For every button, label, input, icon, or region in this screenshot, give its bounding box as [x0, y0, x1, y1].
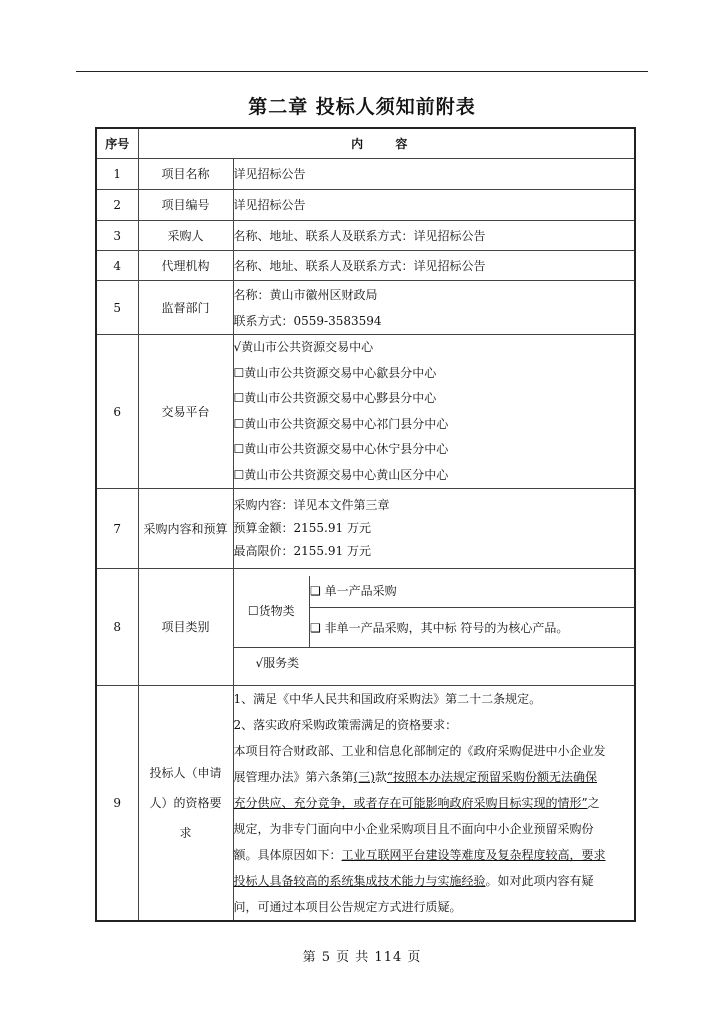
table-row	[96, 190, 635, 221]
row-no: 1	[96, 159, 138, 190]
table-row-category	[96, 569, 635, 686]
page-title: 第二章 投标人须知前附表	[248, 96, 476, 118]
row-content: 名称：黄山市徽州区财政局 联系方式：0559-3583594	[233, 281, 635, 335]
category-subtable	[234, 576, 635, 679]
row-name: 代理机构	[138, 251, 233, 281]
row-content: 详见招标公告	[233, 190, 635, 221]
platform-option: ☐黄山市公共资源交易中心休宁县分中心	[233, 442, 449, 456]
platform-options	[233, 335, 635, 489]
top-rule	[76, 71, 648, 72]
service-type: √服务类	[234, 648, 635, 679]
table-row	[96, 159, 635, 190]
single-product-option: ❑ 单一产品采购	[310, 576, 635, 608]
goods-type: ☐货物类	[234, 576, 310, 648]
table-row	[96, 221, 635, 251]
row-name: 交易平台	[138, 335, 233, 489]
row-name: 投标人（申请 人）的资格要 求	[138, 686, 233, 922]
table-row-platform	[96, 335, 635, 489]
table-row-budget	[96, 489, 635, 569]
row-no: 7	[96, 489, 138, 569]
table-row-qualification	[96, 686, 635, 922]
page-footer: 第 5 页 共 114 页	[302, 950, 422, 965]
row-content: 名称、地址、联系人及联系方式：详见招标公告	[233, 221, 635, 251]
row-name: 采购内容和预算	[138, 489, 233, 569]
table-header-row	[96, 128, 635, 159]
platform-option: ☐黄山市公共资源交易中心黄山区分中心	[233, 467, 449, 482]
row-name: 监督部门	[138, 281, 233, 335]
row-name: 项目编号	[138, 190, 233, 221]
platform-option: ☐黄山市公共资源交易中心祁门县分中心	[233, 416, 449, 431]
row-content: 详见招标公告	[233, 159, 635, 190]
row-no: 6	[96, 335, 138, 489]
row-content: 采购内容：详见本文件第三章 预算金额：2155.91 万元 最高限价：2155.91 万元	[233, 489, 635, 569]
table-row-supervision	[96, 281, 635, 335]
row-no: 2	[96, 190, 138, 221]
platform-option: ☐黄山市公共资源交易中心歙县分中心	[233, 365, 437, 380]
row-name: 项目类别	[138, 569, 233, 686]
platform-option: ☐黄山市公共资源交易中心黟县分中心	[233, 391, 437, 405]
category-cell	[233, 569, 635, 686]
multi-product-option: ❑ 非单一产品采购，其中标 符号的为核心产品。	[310, 608, 635, 648]
row-content: 名称、地址、联系人及联系方式：详见招标公告	[233, 251, 635, 281]
row-no: 5	[96, 281, 138, 335]
bid-info-table	[95, 127, 636, 922]
row-no: 9	[96, 686, 138, 922]
row-no: 4	[96, 251, 138, 281]
header-no: 序号	[96, 128, 138, 159]
row-no: 8	[96, 569, 138, 686]
platform-option: √黄山市公共资源交易中心	[233, 340, 374, 354]
header-content: 内 容	[138, 128, 635, 159]
qualification-text: 1、满足《中华人民共和国政府采购法》第二十二条规定。 2、落实政府采购政策需满足的资格要求： 本项目符合财政部、工业和信息化部制定的《政府采购促进中小企业发 展管理办法》第六条第(三)款“按照本办法规定预留采购份额无法确保 充分供应、充分竞争，或者存在可能影响政府采购目标实现的情形”之 规定，为非专门面向中小企业采购项目且不面向中小企业预留采购份 额。具体原因如下：工业互联网平台建设等难度及复杂程度较高，要求 投标人具备较高的系统集成技术能力与实施经验。如对此项内容有疑 问，可通过本项目公告规定方式进行质疑。	[233, 686, 635, 922]
row-no: 3	[96, 221, 138, 251]
row-name: 项目名称	[138, 159, 233, 190]
table-row	[96, 251, 635, 281]
row-name: 采购人	[138, 221, 233, 251]
